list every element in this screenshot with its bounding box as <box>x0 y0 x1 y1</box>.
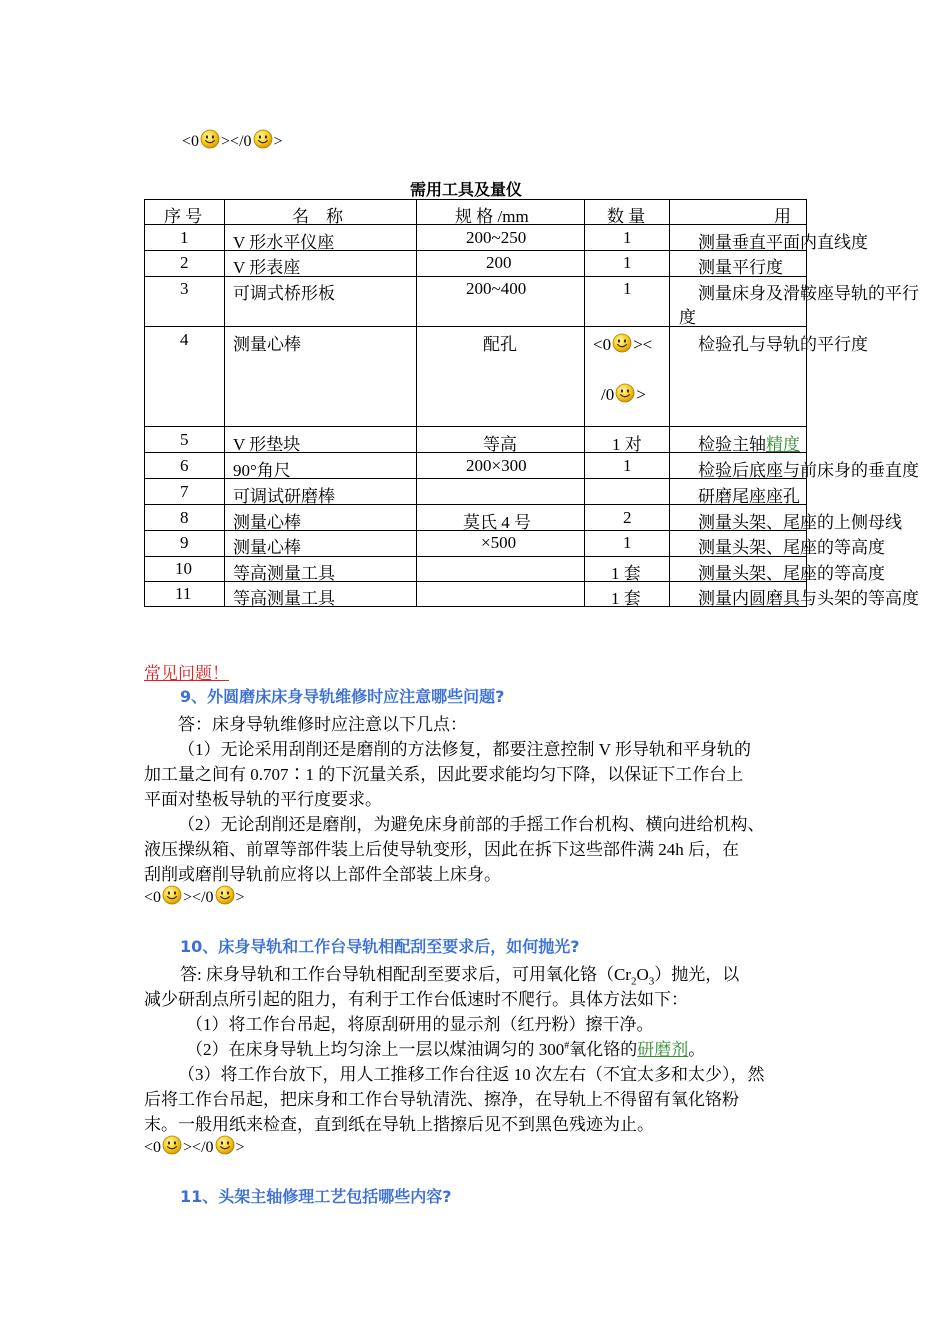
row1-no: 1 <box>180 228 189 247</box>
row9-use: 测量头架、尾座的等高度 <box>698 538 885 557</box>
row8-no: 8 <box>180 508 189 527</box>
smiley-icon <box>200 129 220 149</box>
row10-use: 测量头架、尾座的等高度 <box>698 564 885 583</box>
smiley-icon <box>615 383 635 403</box>
row8-name: 测量心棒 <box>233 513 301 532</box>
row2-use: 测量平行度 <box>698 258 783 277</box>
row4-use: 检验孔与导轨的平行度 <box>698 335 868 354</box>
q9-p2-line1: （2）无论刮削还是磨削，为避免床身前部的手摇工作台机构、横向进给机构、 <box>178 815 765 834</box>
row5-name: V 形垫块 <box>233 435 301 454</box>
row8-qty: 2 <box>623 508 632 527</box>
row7-use: 研磨尾座座孔 <box>698 487 800 506</box>
q10-line4: （2）在床身导轨上均匀涂上一层以煤油调匀的 300#氧化铬的研磨剂。 <box>186 1040 706 1059</box>
q9-p1-line2: 加工量之间有 0.707∶1 的下沉量关系，因此要求能均匀下降，以保证下工作台上 <box>144 765 744 784</box>
q10-tag-line: <0 ></0 > <box>144 1135 245 1157</box>
smiley-icon <box>162 885 182 905</box>
row10-name: 等高测量工具 <box>233 564 335 583</box>
row2-no: 2 <box>180 253 189 272</box>
tag-open: <0 <box>182 133 200 150</box>
header-spec: 规 格 /mm <box>455 207 529 226</box>
row3-no: 3 <box>180 279 189 298</box>
row4-qty-line1: <0 >< <box>593 335 653 354</box>
smiley-icon <box>215 885 235 905</box>
faq-link[interactable]: 常见问题！ <box>144 664 229 683</box>
smiley-icon <box>162 1135 182 1155</box>
row5-spec: 等高 <box>483 435 517 454</box>
row6-no: 6 <box>180 456 189 475</box>
q9-p1-line1: （1）无论采用刮削还是磨削的方法修复，都要注意控制 V 形导轨和平身轨的 <box>178 740 751 759</box>
q10-line6: 后将工作台吊起，把床身和工作台导轨清洗、擦净，在导轨上不得留有氧化铬粉 <box>144 1090 739 1109</box>
table-title: 需用工具及量仪 <box>410 180 523 199</box>
row3-use: 测量床身及滑鞍座导轨的平行 <box>698 284 919 303</box>
row9-no: 9 <box>180 533 189 552</box>
q10-line3: （1）将工作台吊起，将原刮研用的显示剂（红丹粉）擦干净。 <box>186 1015 654 1034</box>
tag-mid: ></0 <box>221 133 252 150</box>
row11-qty: 1 套 <box>611 589 641 608</box>
header-name: 名 称 <box>292 207 343 226</box>
q9-p2-line2: 液压操纵箱、前罩等部件装上后使导轨变形，因此在拆下这些部件满 24h 后，在 <box>144 840 739 859</box>
smiley-icon <box>253 129 273 149</box>
tag-close: > <box>273 133 283 150</box>
row8-spec: 莫氏 4 号 <box>463 513 531 532</box>
row4-name: 测量心棒 <box>233 335 301 354</box>
q10-line7: 末。一般用纸来检查，直到纸在导轨上揩擦后见不到黑色残迹为止。 <box>144 1115 654 1134</box>
row11-no: 11 <box>175 584 192 603</box>
q9-p1-line3: 平面对垫板导轨的平行度要求。 <box>144 790 382 809</box>
row1-qty: 1 <box>623 228 632 247</box>
row9-name: 测量心棒 <box>233 538 301 557</box>
abrasive-link[interactable]: 研磨剂 <box>637 1040 689 1059</box>
smiley-icon <box>612 333 632 353</box>
row5-qty: 1 对 <box>612 435 642 454</box>
row4-qty-line2: /0 > <box>601 385 646 404</box>
row4-no: 4 <box>180 330 189 349</box>
q9-tag-line: <0 ></0 > <box>144 885 245 907</box>
smiley-icon <box>215 1135 235 1155</box>
q10-line5: （3）将工作台放下，用人工推移工作台往返 10 次左右（不宜太多和太少），然 <box>178 1065 765 1084</box>
q10-title: 10、床身导轨和工作台导轨相配刮至要求后，如何抛光? <box>180 937 580 956</box>
q11-title: 11、头架主轴修理工艺包括哪些内容? <box>180 1187 452 1206</box>
row2-name: V 形表座 <box>233 258 301 277</box>
row2-spec: 200 <box>486 253 512 272</box>
q9-title: 9、外圆磨床床身导轨维修时应注意哪些问题? <box>180 687 505 706</box>
row1-name: V 形水平仪座 <box>233 233 335 252</box>
row11-use: 测量内圆磨具与头架的等高度 <box>698 589 919 608</box>
header-use: 用 <box>774 207 791 226</box>
row3-spec: 200~400 <box>466 279 527 298</box>
row6-use: 检验后底座与前床身的垂直度 <box>698 461 919 480</box>
header-no: 序 号 <box>164 207 203 226</box>
row2-qty: 1 <box>623 253 632 272</box>
row5-use: 检验主轴精度 <box>698 435 800 454</box>
row11-name: 等高测量工具 <box>233 589 335 608</box>
row1-spec: 200~250 <box>466 228 527 247</box>
row9-qty: 1 <box>623 533 632 552</box>
row6-name: 90°角尺 <box>233 461 291 480</box>
row3-use-cont: 度 <box>679 308 696 327</box>
row6-spec: 200×300 <box>466 456 527 475</box>
row4-spec: 配孔 <box>483 335 517 354</box>
q10-line2: 减少研刮点所引起的阻力，有利于工作台低速时不爬行。具体方法如下： <box>144 990 688 1009</box>
row7-no: 7 <box>180 482 189 501</box>
row1-use: 测量垂直平面内直线度 <box>698 233 868 252</box>
row10-no: 10 <box>175 559 192 578</box>
q10-line1: 答: 床身导轨和工作台导轨相配刮至要求后，可用氧化铬$(Cr_2O_3)$抛光，以 <box>180 965 740 988</box>
precision-link[interactable]: 精度 <box>766 435 800 454</box>
row8-use: 测量头架、尾座的上侧母线 <box>698 513 902 532</box>
q9-p2-line3: 刮削或磨削导轨前应将以上部件全部装上床身。 <box>144 865 501 884</box>
row3-qty: 1 <box>623 279 632 298</box>
row6-qty: 1 <box>623 456 632 475</box>
row7-name: 可调试研磨棒 <box>233 487 335 506</box>
q9-answer-intro: 答：床身导轨维修时应注意以下几点： <box>178 715 467 734</box>
row3-name: 可调式桥形板 <box>233 284 335 303</box>
row10-qty: 1 套 <box>611 564 641 583</box>
header-qty: 数 量 <box>607 207 646 226</box>
top-tag-line <box>182 129 283 151</box>
row5-no: 5 <box>180 430 189 449</box>
row9-spec: ×500 <box>481 533 517 552</box>
